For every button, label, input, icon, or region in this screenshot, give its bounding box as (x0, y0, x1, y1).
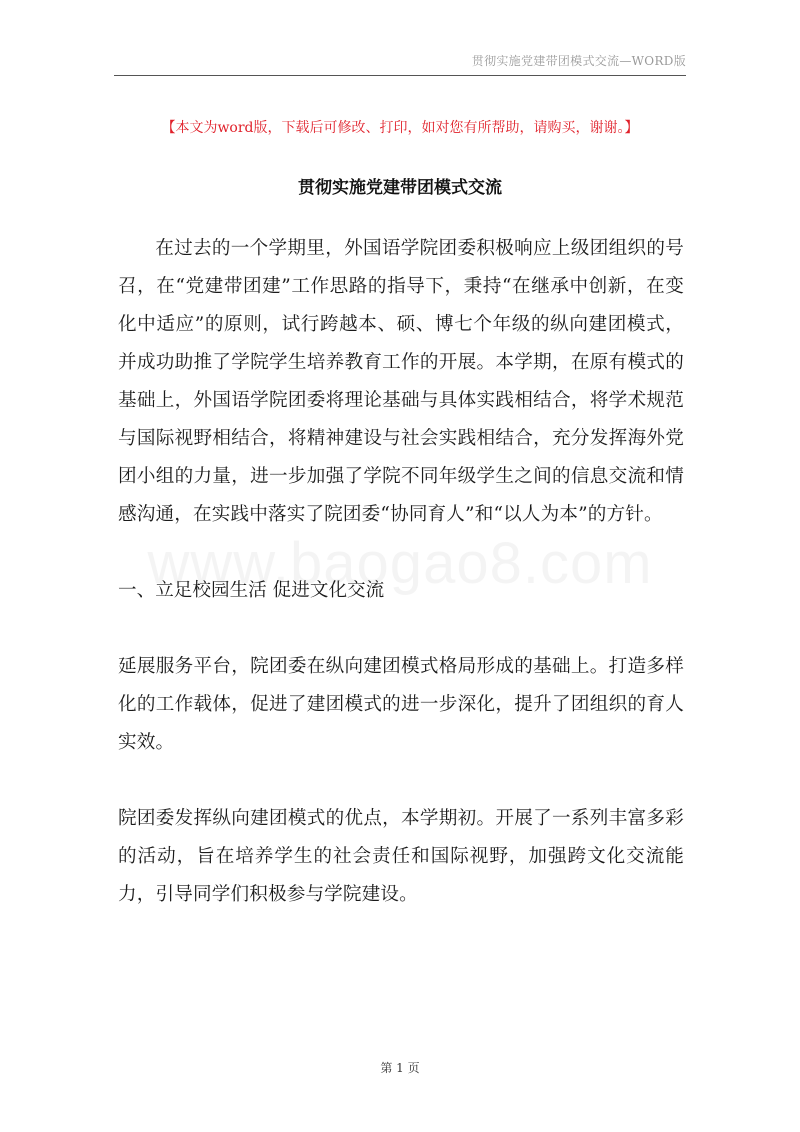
document-body (118, 230, 684, 914)
document-title: 贯彻实施党建带团模式交流 (298, 178, 502, 198)
download-notice: 【本文为word版，下载后可修改、打印，如对您有所帮助，请购买，谢谢。】 (161, 120, 639, 136)
body-paragraph-1: 延展服务平台，院团委在纵向建团模式格局形成的基础上。打造多样化的工作载体，促进了建团模式的进一步深化，提升了团组织的育人实效。 (118, 656, 684, 753)
page-number: 第 1 页 (380, 1061, 420, 1075)
intro-paragraph: 在过去的一个学期里，外国语学院团委积极响应上级团组织的号召，在“党建带团建”工作思路的指导下，秉持“在继承中创新，在变化中适应”的原则，试行跨越本、硕、博七个年级的纵向建团模式，并成功助推了学院学生培养教育工作的开展。本学期，在原有模式的基础上，外国语学院团委将理论基础与具体实践相结合，将学术规范与国际视野相结合，将精神建设与社会实践相结合，充分发挥海外党团小组的力量，进一步加强了学院不同年级学生之间的信息交流和情感沟通，在实践中落实了院团委“协同育人”和“以人为本”的方针。 (118, 238, 684, 525)
page-header-title: 贯彻实施党建带团模式交流—WORD版 (471, 54, 686, 68)
body-paragraph-2: 院团委发挥纵向建团模式的优点，本学期初。开展了一系列丰富多彩的活动，旨在培养学生的社会责任和国际视野，加强跨文化交流能力，引导同学们积极参与学院建设。 (118, 808, 684, 905)
section-heading-1: 一、立足校园生活 促进文化交流 (118, 580, 385, 601)
header-divider (114, 75, 686, 76)
